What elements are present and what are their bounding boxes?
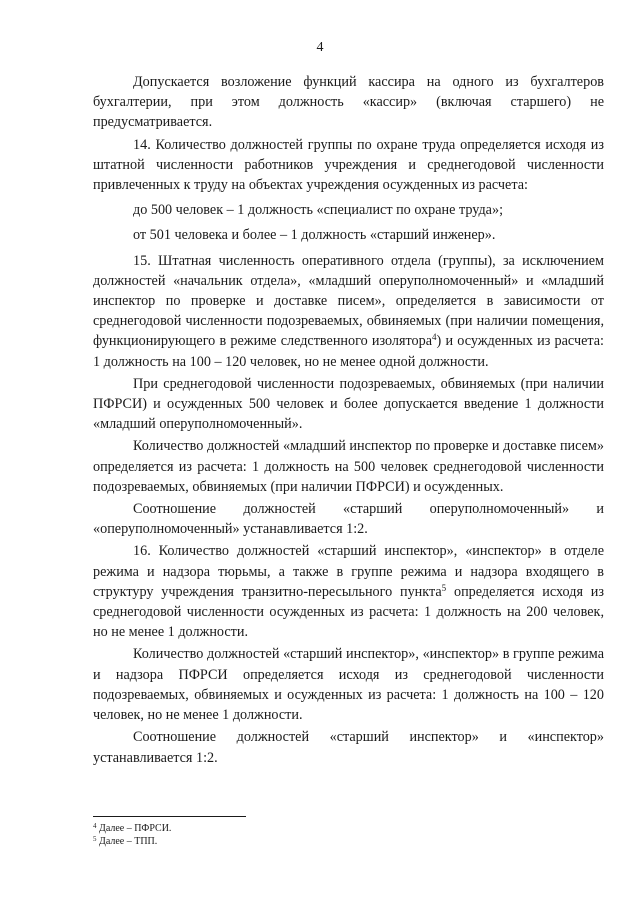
paragraph-15-text-a: 15. Штатная численность оперативного отдела (группы), за исключением должностей «начальник отдела», «младший оперуполномоченный» и «младший инспектор по проверке и доставке писем», определяется в зависимости от среднегодовой численности подозреваемых, обвиняемых (при наличии помещения, функционирующего в режиме следственного изолятора: [93, 252, 604, 350]
paragraph-15-text-b: ) и осужденных из расчета: 1 должность на 100 – 120 человек, но не менее одной должности.: [93, 333, 604, 370]
paragraph-16-pfrsi: Количество должностей «старший инспектор», «инспектор» в группе режима и надзора ПФРСИ определяется исходя из среднегодовой численности подозреваемых, обвиняемых и осужденных из расчета: 1 должность на 100 – 120 человек, но не менее 1 должности.: [93, 646, 604, 724]
paragraph-16: [93, 541, 604, 642]
footnote-mark-4: 4: [93, 822, 97, 830]
footnote-5: [93, 835, 393, 848]
paragraph-16-text-b: определяется исходя из среднегодовой численности осужденных из расчета: 1 должность на 200 человек, но не менее 1 должности.: [93, 583, 604, 641]
paragraph-14-item-1: до 500 человек – 1 должность «специалист по охране труда»;: [133, 202, 504, 219]
footnote-mark-5: 5: [93, 835, 97, 843]
footnote-4-text: Далее – ПФРСИ.: [96, 823, 172, 834]
footnote-separator: [93, 816, 246, 817]
document-body: [93, 70, 604, 768]
paragraph-14: 14. Количество должностей группы по охране труда определяется исходя из штатной численности работников учреждения и среднегодовой численности привлеченных к труду на объектах учреждения осужденных из расчета:: [93, 136, 604, 194]
paragraph-16-ratio: Соотношение должностей «старший инспектор» и «инспектор» устанавливается 1:2.: [93, 729, 604, 766]
footnote-4: [93, 822, 393, 835]
paragraph-14-item-2: от 501 человека и более – 1 должность «старший инженер».: [133, 227, 496, 244]
paragraph-16-text-a: 16. Количество должностей «старший инспектор», «инспектор» в отделе режима и надзора тюрьмы, а также в группе режима и надзора входящего в структуру учреждения транзитно-пересыльного пункта: [93, 543, 604, 600]
paragraph-15-ratio: Соотношение должностей «старший оперуполномоченный» и «оперуполномоченный» устанавливается 1:2.: [93, 501, 604, 538]
paragraph-15-junior-operative: При среднегодовой численности подозреваемых, обвиняемых (при наличии ПФРСИ) и осужденных 500 человек и более допускается введение 1 должности «младший оперуполномоченный».: [93, 375, 604, 433]
footnote-ref-4: 4: [432, 332, 437, 343]
paragraph-cashier: Допускается возложение функций кассира на одного из бухгалтеров бухгалтерии, при этом должность «кассир» (включая старшего) не предусматривается.: [93, 74, 604, 131]
footnote-ref-5: 5: [441, 582, 447, 593]
page-number: 4: [316, 40, 324, 55]
footnote-5-text: Далее – ТПП.: [96, 836, 158, 847]
paragraph-15: [93, 251, 604, 372]
footnotes: [93, 822, 393, 848]
paragraph-15-letters-inspector: Количество должностей «младший инспектор по проверке и доставке писем» определяется из расчета: 1 должность на 500 человек среднегодовой численности подозреваемых, обвиняемых (при наличии ПФРСИ) и осужденных.: [93, 438, 604, 495]
